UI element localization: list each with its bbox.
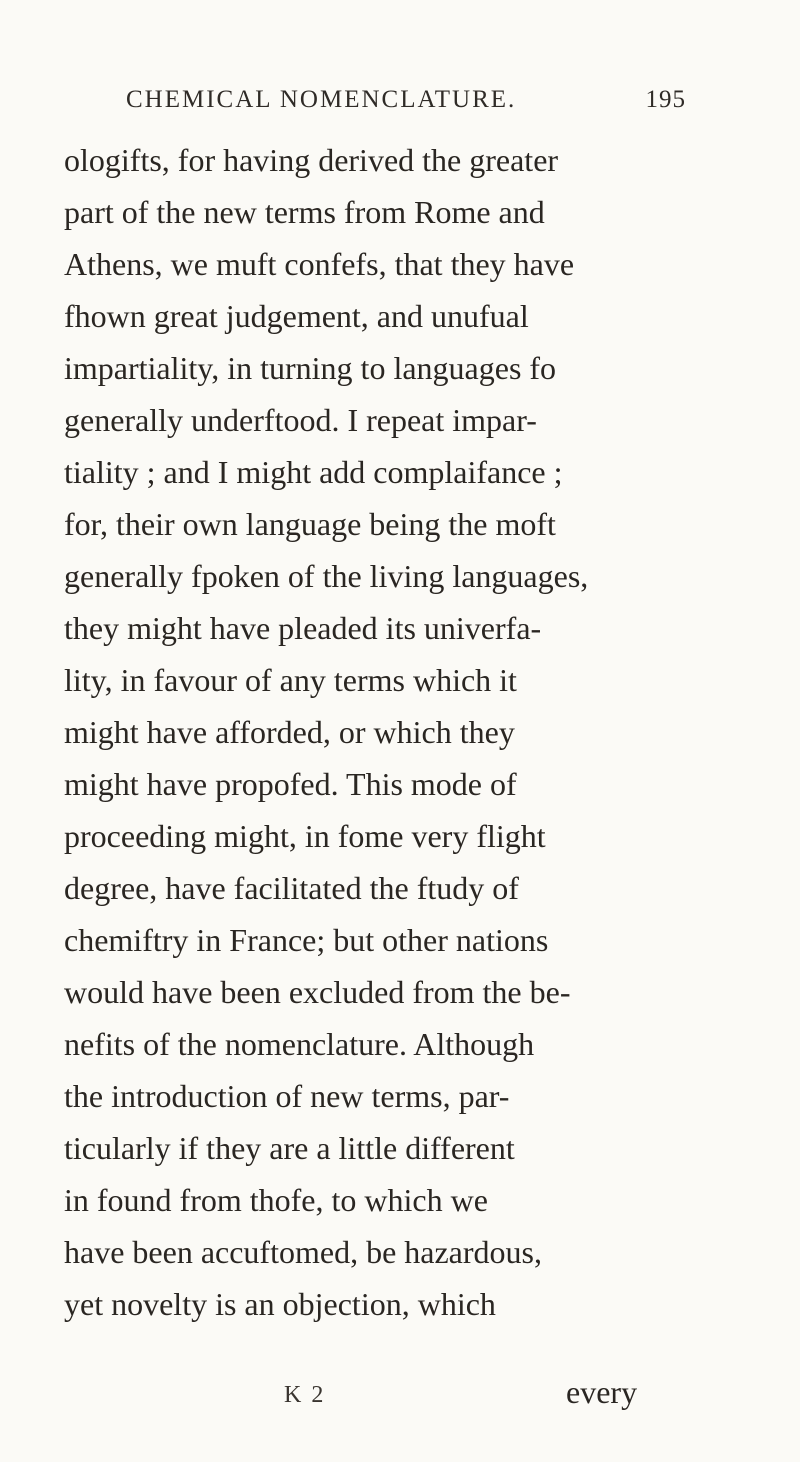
text-line: yet novelty is an objection, which <box>64 1286 496 1322</box>
page-number: 195 <box>645 86 686 113</box>
catchword: every <box>566 1374 638 1410</box>
signature-mark: K 2 <box>284 1382 326 1408</box>
text-line: have been accuftomed, be hazardous, <box>64 1234 542 1270</box>
running-header <box>126 86 686 122</box>
text-line: impartiality, in turning to languages fo <box>64 350 557 386</box>
text-line: lity, in favour of any terms which it <box>64 662 517 698</box>
text-line: proceeding might, in fome very flight <box>64 818 546 854</box>
text-line: nefits of the nomenclature. Although <box>64 1026 535 1062</box>
text-line: generally underftood. I repeat impar- <box>64 402 537 438</box>
text-line: in found from thofe, to which we <box>64 1182 488 1218</box>
text-line: ticularly if they are a little different <box>64 1130 515 1166</box>
text-line: for, their own language being the moft <box>64 506 556 542</box>
text-line: fhown great judgement, and unufual <box>64 298 529 334</box>
running-title: CHEMICAL NOMENCLATURE. <box>126 86 517 113</box>
text-line: degree, have facilitated the ftudy of <box>64 870 519 906</box>
text-line: ologifts, for having derived the greater <box>64 142 559 178</box>
text-line: part of the new terms from Rome and <box>64 194 545 230</box>
text-line: might have afforded, or which they <box>64 714 515 750</box>
text-line: chemiftry in France; but other nations <box>64 922 549 958</box>
text-line: might have propofed. This mode of <box>64 766 517 802</box>
text-line: tiality ; and I might add complaifance ; <box>64 454 563 490</box>
text-line: the introduction of new terms, par- <box>64 1078 510 1114</box>
text-line: they might have pleaded its univerfa- <box>64 610 542 646</box>
text-line: would have been excluded from the be- <box>64 974 571 1010</box>
text-line: Athens, we muft confefs, that they have <box>64 246 575 282</box>
text-line: generally fpoken of the living languages, <box>64 558 589 594</box>
